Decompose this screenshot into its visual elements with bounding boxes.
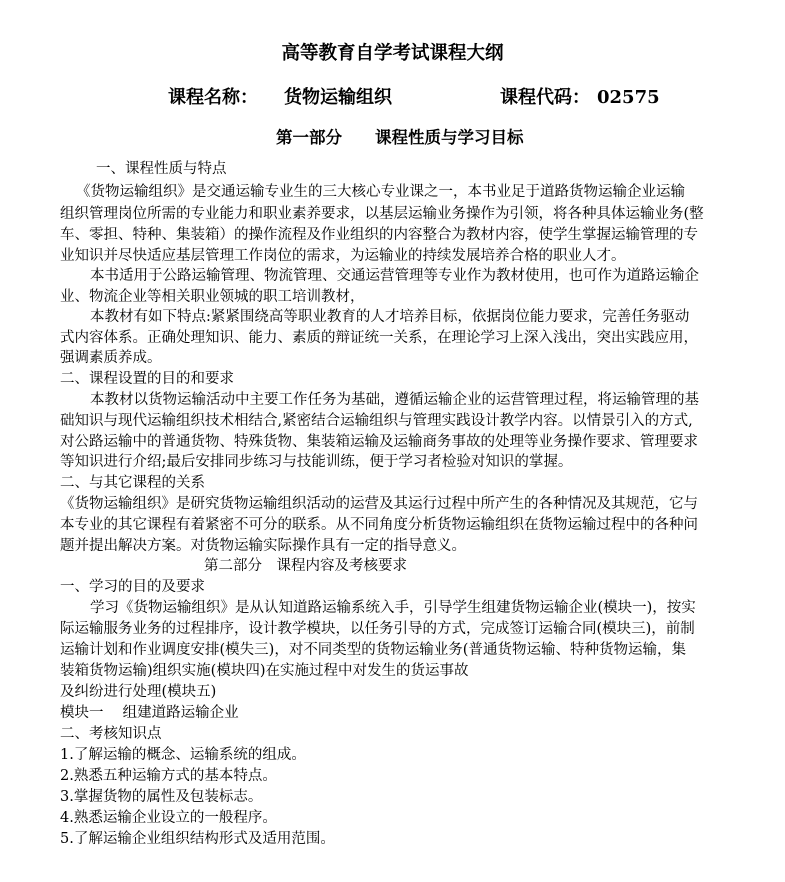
list-item: 4.熟悉运输企业设立的一般程序。 (60, 810, 277, 826)
paragraph-line: 业、物流企业等相关职业领城的职工培训教材， (60, 289, 365, 305)
part2-heading: 第二部分 课程内容及考核要求 (204, 558, 407, 574)
paragraph-line: 式内容体系。正确处理知识、能力、素质的辩证统一关系，在理论学习上深入浅出，突出实践应用， (60, 330, 698, 346)
paragraph-line: 强调素质养成。 (60, 350, 162, 366)
paragraph-line: 题并提出解决方案。对货物运输实际操作具有一定的指导意义。 (60, 538, 466, 554)
paragraph-line: 业知识并尽快适应基层管理工作岗位的需求，为运输业的持续发展培养合格的职业人才。 (60, 248, 626, 264)
list-item: 1.了解运输的概念、运输系统的组成。 (60, 747, 306, 763)
paragraph-line: 组织管理岗位所需的专业能力和职业素养要求，以基层运输业务操作为引领，将各种具体运输业务(整 (60, 206, 704, 222)
paragraph-line: 础知识与现代运输组织技术相结合,紧密结合运输组织与管理实践设计教学内容。以情景引入的方式, (60, 413, 693, 429)
section-heading-points: 二、考核知识点 (60, 726, 162, 742)
section-heading-nature: 一、课程性质与特点 (96, 161, 227, 177)
list-item: 3.掌握货物的属性及包装标志。 (60, 789, 263, 805)
paragraph-line: 对公路运输中的普通货物、特殊货物、集装箱运输及运输商务事故的处理等业务操作要求、管理要求 (60, 434, 698, 450)
paragraph-line: 等知识进行介绍;最后安排同步练习与技能训练，便于学习者检验对知识的掌握。 (60, 454, 573, 470)
paragraph-line: 装箱货物运输)组织实施(模块四)在实施过程中对发生的货运事故 (60, 663, 469, 679)
course-name: 货物运输组织 (284, 87, 392, 108)
part1-heading: 第一部分 课程性质与学习目标 (276, 128, 524, 147)
paragraph-line: 《货物运输组织》是交通运输专业生的三大核心专业课之一，本书业足于道路货物运输企业运输 (76, 184, 685, 200)
paragraph-line: 学习《货物运输组织》是从认知道路运输系统入手，引导学生组建货物运输企业(模块一)，按实 (90, 600, 696, 616)
paragraph-line: 运输计划和作业调度安排(模失三)，对不同类型的货物运输业务(普通货物运输、特种货物运输，集 (60, 642, 686, 658)
list-item: 5.了解运输企业组织结构形式及适用范围。 (60, 831, 335, 847)
paragraph-line: 车、零担、特种、集装箱）的操作流程及作业组织的内容整合为教材内容，使学生掌握运输管理的专 (60, 227, 698, 243)
section-heading-study: 一、学习的目的及要求 (60, 579, 205, 595)
document-title: 高等教育自学考试课程大纲 (281, 43, 504, 64)
paragraph-line: 及纠纷进行处理(模块五) (60, 684, 217, 700)
list-item: 2.熟悉五种运输方式的基本特点。 (60, 768, 277, 784)
paragraph-line: 际运输服务业务的过程排序，设计教学模块，以任务引导的方式，完成签订运输合同(模块三)，前制 (60, 621, 695, 637)
paragraph-line: 本书适用于公路运输管理、物流管理、交通运营管理等专业作为教材使用，也可作为道路运输企 (90, 268, 699, 284)
module-heading: 模块一 组建道路运输企业 (60, 705, 239, 721)
course-code: 02575 (597, 87, 660, 108)
paragraph-line: 《货物运输组织》是研究货物运输组织活动的运营及其运行过程中所产生的各种情况及其规范，它与 (60, 496, 698, 512)
section-heading-relation: 二、与其它课程的关系 (60, 475, 205, 491)
paragraph-line: 本专业的其它课程有着紧密不可分的联系。从不同角度分析货物运输组织在货物运输过程中的各种问 (60, 517, 698, 533)
paragraph-line: 本教材有如下特点:紧紧围绕高等职业教育的人才培养目标，依据岗位能力要求，完善任务驱动 (90, 309, 690, 325)
section-heading-purpose: 二、课程设置的目的和要求 (60, 371, 234, 387)
course-name-label: 课程名称： (168, 87, 258, 108)
course-code-label: 课程代码： (500, 87, 590, 108)
paragraph-line: 本教材以货物运输活动中主要工作任务为基础，遵循运输企业的运营管理过程，将运输管理的基 (90, 392, 699, 408)
